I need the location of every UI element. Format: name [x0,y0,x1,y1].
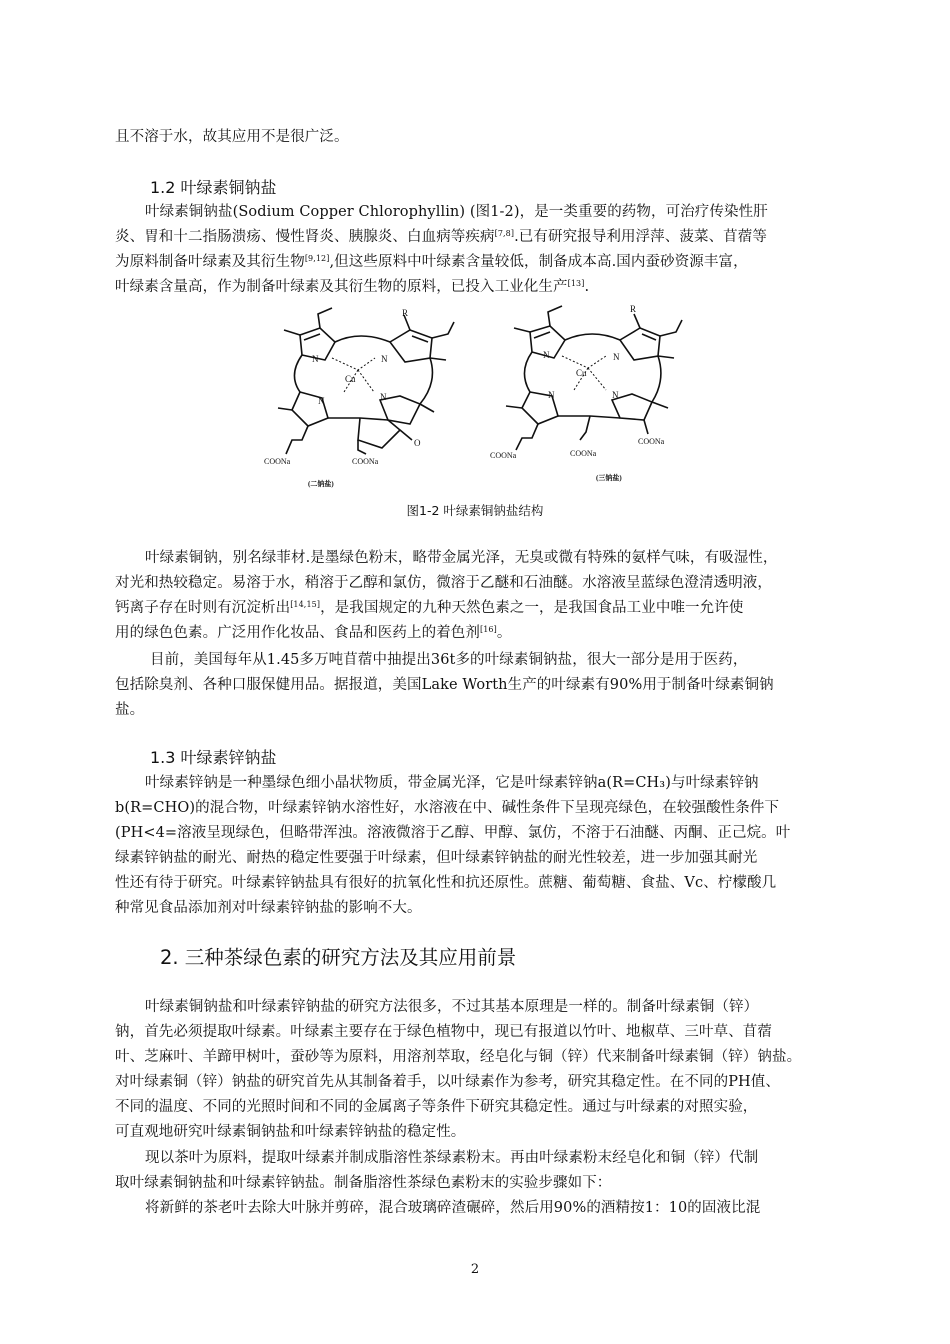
trisodium-salt-structure [506,306,682,450]
paragraph-line: 可直观地研究叶绿素铜钠盐和叶绿素锌钠盐的稳定性。 [115,1124,466,1140]
paragraph-line: 种常见食品添加剂对叶绿素锌钠盐的影响不大。 [115,900,422,916]
paragraph-line: 钙离子存在时则有沉淀析出[14,15]，是我国规定的九种天然色素之一，是我国食品工业中唯一允许使 [115,600,744,616]
paragraph-line: b(R=CHO)的混合物，叶绿素锌钠水溶性好，水溶液在中、碱性条件下呈现亮绿色，在较强酸性条件下 [115,800,780,816]
figure-caption: 图1-2 叶绿素铜钠盐结构 [406,503,544,518]
n-label: N [613,352,620,362]
section-2-heading: 2. 三种茶绿色素的研究方法及其应用前景 [160,946,517,969]
citation: [13] [567,279,585,288]
coona-label: COONa [264,457,291,466]
paragraph-line: 对叶绿素铜（锌）钠盐的研究首先从其制备着手，以叶绿素作为参考，研究其稳定性。在不同的PH值、 [115,1074,780,1090]
paragraph-line: (PH<4=溶液呈现绿色，但略带浑浊。溶液微溶于乙醇、甲醇、氯仿，不溶于石油醚、丙酮、正己烷。叶 [115,825,791,841]
paragraph-line: 叶绿素铜钠，别名绿菲材.是墨绿色粉末，略带金属光泽，无臭或微有特殊的氨样气味，有吸湿性， [145,550,778,566]
paragraph-line: 叶绿素铜钠盐和叶绿素锌钠盐的研究方法很多，不过其基本原理是一样的。制备叶绿素铜（锌） [145,999,759,1015]
chlorophyllin-structures-figure [240,300,720,495]
n-label: N [318,396,325,406]
coona-label: COONa [638,437,665,446]
n-label: N [612,390,619,400]
n-label: N [380,392,387,402]
citation: [16] [480,625,497,634]
paragraph-line: 叶、芝麻叶、羊蹄甲树叶，蚕砂等为原料，用溶剂萃取，经皂化与铜（锌）代来制备叶绿素铜（锌）钠盐。 [115,1049,802,1065]
section-1-3-heading: 1.3 叶绿素锌钠盐 [150,748,277,767]
section-1-2-line: 叶绿素含量高，作为制备叶绿素及其衍生物的原料，已投入工业化生产[13]. [115,279,590,295]
citation: [9,12] [304,254,330,263]
disodium-label: (二钠盐) [308,480,334,488]
paragraph-line: 对光和热较稳定。易溶于水，稍溶于乙醇和氯仿，微溶于乙醚和石油醚。水溶液呈蓝绿色澄清透明液， [115,575,772,591]
cu-label: Cu [345,374,356,384]
n-label: N [543,350,550,360]
paragraph-line: 绿素锌钠盐的耐光、耐热的稳定性要强于叶绿素，但叶绿素锌钠盐的耐光性较差，进一步加强其耐光 [115,850,758,866]
page-number: 2 [470,1262,480,1277]
r-label: R [402,308,409,318]
paragraph-line: 用的绿色色素。广泛用作化妆品、食品和医药上的着色剂[16]。 [115,625,512,641]
o-label: O [414,438,421,448]
paragraph-line: 盐。 [115,702,145,718]
paragraph-line: 钠，首先必须提取叶绿素。叶绿素主要存在于绿色植物中，现已有报道以竹叶、地椒草、三叶草、苜蓿 [115,1024,772,1040]
intro-line: 且不溶于水，故其应用不是很广泛。 [115,129,349,145]
coona-label: COONa [570,449,597,458]
disodium-salt-structure [278,308,454,454]
r-label: R [630,304,637,314]
citation: [7,8] [494,229,515,238]
paragraph-line: 现以茶叶为原料，提取叶绿素并制成脂溶性茶绿素粉末。再由叶绿素粉末经皂化和铜（锌）代制 [145,1150,759,1166]
paragraph-line: 叶绿素锌钠是一种墨绿色细小晶状物质，带金属光泽，它是叶绿素锌钠a(R=CH₃)与叶绿素锌钠 [145,775,759,791]
paragraph-line: 将新鲜的茶老叶去除大叶脉并剪碎，混合玻璃碎渣碾碎，然后用90%的酒精按1：10的固液比混 [145,1200,761,1216]
paragraph-line: 目前，美国每年从1.45多万吨苜蓿中抽提出36t多的叶绿素铜钠盐，很大一部分是用于医药， [150,652,748,668]
paragraph-line: 取叶绿素铜钠盐和叶绿素锌钠盐。制备脂溶性茶绿色素粉末的实验步骤如下： [115,1175,612,1191]
n-label: N [312,354,319,364]
paragraph-line: 不同的温度、不同的光照时间和不同的金属离子等条件下研究其稳定性。通过与叶绿素的对照实验， [115,1099,758,1115]
coona-label: COONa [352,457,379,466]
citation: [14,15] [290,600,321,609]
section-1-2-heading: 1.2 叶绿素铜钠盐 [150,178,277,197]
section-1-2-line: 炎、胃和十二指肠溃疡、慢性肾炎、胰腺炎、白血病等疾病[7,8].已有研究报导利用浮萍、菠菜、苜蓿等 [115,229,767,245]
n-label: N [548,390,555,400]
section-1-2-line: 为原料制备叶绿素及其衍生物[9,12],但这些原料中叶绿素含量较低，制备成本高.国内蚕砂资源丰富， [115,254,748,270]
n-label: N [381,354,388,364]
cu-label: Cu [576,368,587,378]
coona-label: COONa [490,451,517,460]
trisodium-label: (三钠盐) [596,474,622,482]
section-1-2-line: 叶绿素铜钠盐(Sodium Copper Chlorophyllin) (图1-2)，是一类重要的药物，可治疗传染性肝 [145,204,768,220]
paragraph-line: 性还有待于研究。叶绿素锌钠盐具有很好的抗氧化性和抗还原性。蔗糖、葡萄糖、食盐、Vc、柠檬酸几 [115,875,777,891]
paragraph-line: 包括除臭剂、各种口服保健用品。据报道，美国Lake Worth生产的叶绿素有90%用于制备叶绿素铜钠 [115,677,774,693]
